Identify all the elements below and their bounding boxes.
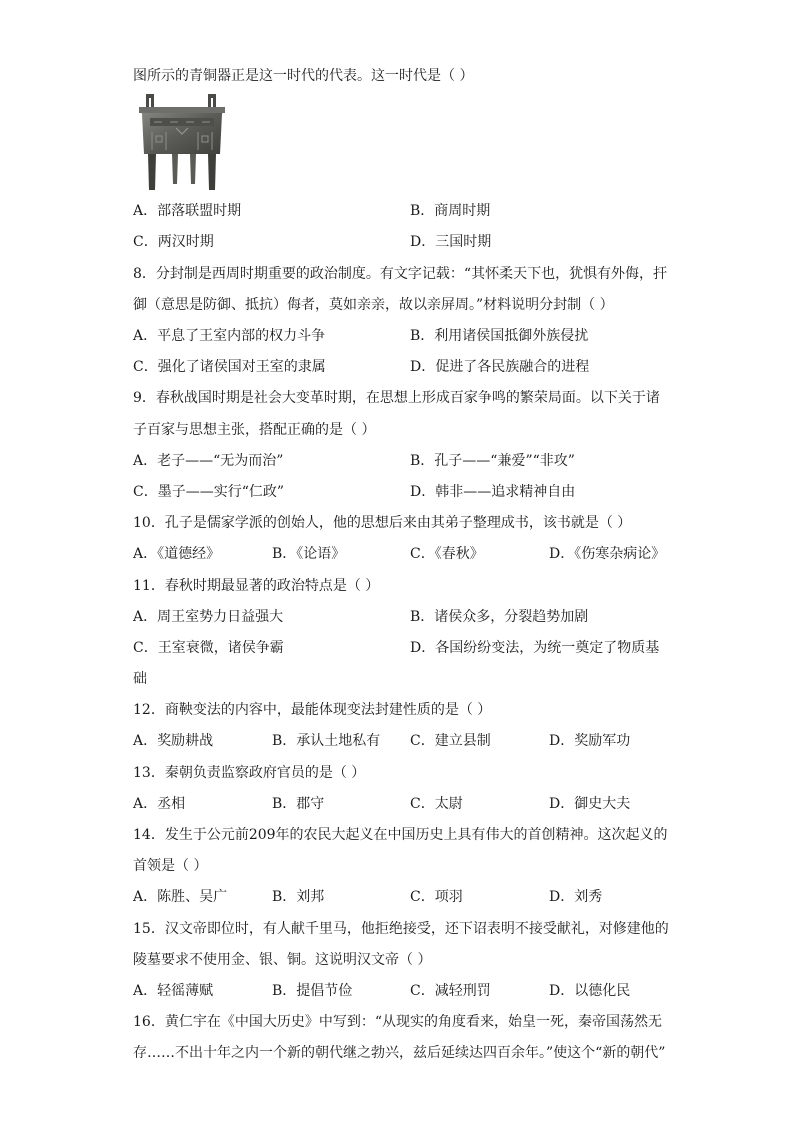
q15-option-d[interactable]: D．以德化民 (549, 983, 631, 999)
q9-option-c[interactable]: C．墨子——实行“仁政” (133, 484, 285, 500)
q12-option-b[interactable]: B．承认土地私有 (272, 733, 381, 749)
q8-option-b[interactable]: B．利用诸侯国抵御外族侵扰 (410, 328, 589, 344)
q14-option-a[interactable]: A．陈胜、吴广 (133, 889, 228, 905)
q11-option-d-wrap: 础 (133, 671, 147, 687)
q7-option-a[interactable]: A．部落联盟时期 (133, 203, 242, 219)
q9-stem-line-2: 子百家与思想主张，搭配正确的是（ ） (133, 422, 376, 438)
q10-option-d[interactable]: D．《伤寒杂病论》 (549, 546, 666, 562)
q7-option-b[interactable]: B．商周时期 (410, 203, 491, 219)
q11-option-b[interactable]: B．诸侯众多，分裂趋势加剧 (410, 609, 589, 625)
q12-stem: 12．商鞅变法的内容中，最能体现变法封建性质的是（ ） (133, 702, 492, 718)
q14-option-b[interactable]: B．刘邦 (272, 889, 325, 905)
q8-option-d[interactable]: D．促进了各民族融合的进程 (410, 359, 590, 375)
q10-option-b[interactable]: B．《论语》 (272, 546, 346, 562)
q8-stem-line-2: 御（意思是防御、抵抗）侮者，莫如亲亲，故以亲屏周。”材料说明分封制（ ） (133, 297, 614, 313)
q8-option-c[interactable]: C．强化了诸侯国对王室的隶属 (133, 359, 326, 375)
q12-option-c[interactable]: C．建立县制 (410, 733, 491, 749)
q13-option-c[interactable]: C．太尉 (410, 796, 463, 812)
q10-option-a[interactable]: A．《道德经》 (133, 546, 221, 562)
q13-option-b[interactable]: B．郡守 (272, 796, 325, 812)
q11-option-d[interactable]: D．各国纷纷变法，为统一奠定了物质基 (410, 640, 660, 656)
q13-stem: 13．秦朝负责监察政府官员的是（ ） (133, 765, 366, 781)
q16-stem-line-2: 存……不出十年之内一个新的朝代继之勃兴，兹后延续达四百余年。”使这个“新的朝代” (133, 1045, 666, 1061)
q9-option-a[interactable]: A．老子——“无为而治” (133, 453, 284, 469)
q11-option-c[interactable]: C．王室衰微，诸侯争霸 (133, 640, 284, 656)
q15-stem-line-2: 陵墓要求不使用金、银、铜。这说明汉文帝（ ） (133, 952, 432, 968)
q15-option-a[interactable]: A．轻徭薄赋 (133, 983, 214, 999)
q7-option-c[interactable]: C．两汉时期 (133, 234, 214, 250)
q15-option-b[interactable]: B．提倡节俭 (272, 983, 353, 999)
q12-option-d[interactable]: D．奖励军功 (549, 733, 631, 749)
q9-stem-line-1: 9．春秋战国时期是社会大变革时期，在思想上形成百家争鸣的繁荣局面。以下关于诸 (133, 390, 660, 406)
q14-stem-line-2: 首领是（ ） (133, 858, 208, 874)
q14-option-d[interactable]: D．刘秀 (549, 889, 603, 905)
q10-option-c[interactable]: C．《春秋》 (410, 546, 484, 562)
q7-stem: 图所示的青铜器正是这一时代的代表。这一时代是（ ） (133, 68, 474, 84)
q16-stem-line-1: 16．黄仁宇在《中国大历史》中写到：“从现实的角度看来，始皇一死，秦帝国荡然无 (133, 1014, 662, 1030)
q8-stem-line-1: 8．分封制是西周时期重要的政治制度。有文字记载：“其怀柔天下也，犹惧有外侮，扞 (133, 266, 668, 282)
q14-option-c[interactable]: C．项羽 (410, 889, 463, 905)
q9-option-b[interactable]: B．孔子——“兼爱”“非攻” (410, 453, 575, 469)
q13-option-a[interactable]: A．丞相 (133, 796, 186, 812)
q7-option-d[interactable]: D．三国时期 (410, 234, 492, 250)
q12-option-a[interactable]: A．奖励耕战 (133, 733, 214, 749)
q10-stem: 10．孔子是儒家学派的创始人，他的思想后来由其弟子整理成书，该书就是（ ） (133, 515, 632, 531)
bronze-ding-vessel-image (136, 92, 228, 192)
q13-option-d[interactable]: D．御史大夫 (549, 796, 631, 812)
q14-stem-line-1: 14．发生于公元前209年的农民大起义在中国历史上具有伟大的首创精神。这次起义的 (133, 827, 668, 843)
q15-option-c[interactable]: C．减轻刑罚 (410, 983, 491, 999)
q11-option-a[interactable]: A．周王室势力日益强大 (133, 609, 284, 625)
q9-option-d[interactable]: D．韩非——追求精神自由 (410, 484, 576, 500)
q15-stem-line-1: 15．汉文帝即位时，有人献千里马，他拒绝接受，还下诏表明不接受献礼，对修建他的 (133, 921, 669, 937)
q8-option-a[interactable]: A．平息了王室内部的权力斗争 (133, 328, 326, 344)
q11-stem: 11．春秋时期最显著的政治特点是（ ） (133, 578, 380, 594)
